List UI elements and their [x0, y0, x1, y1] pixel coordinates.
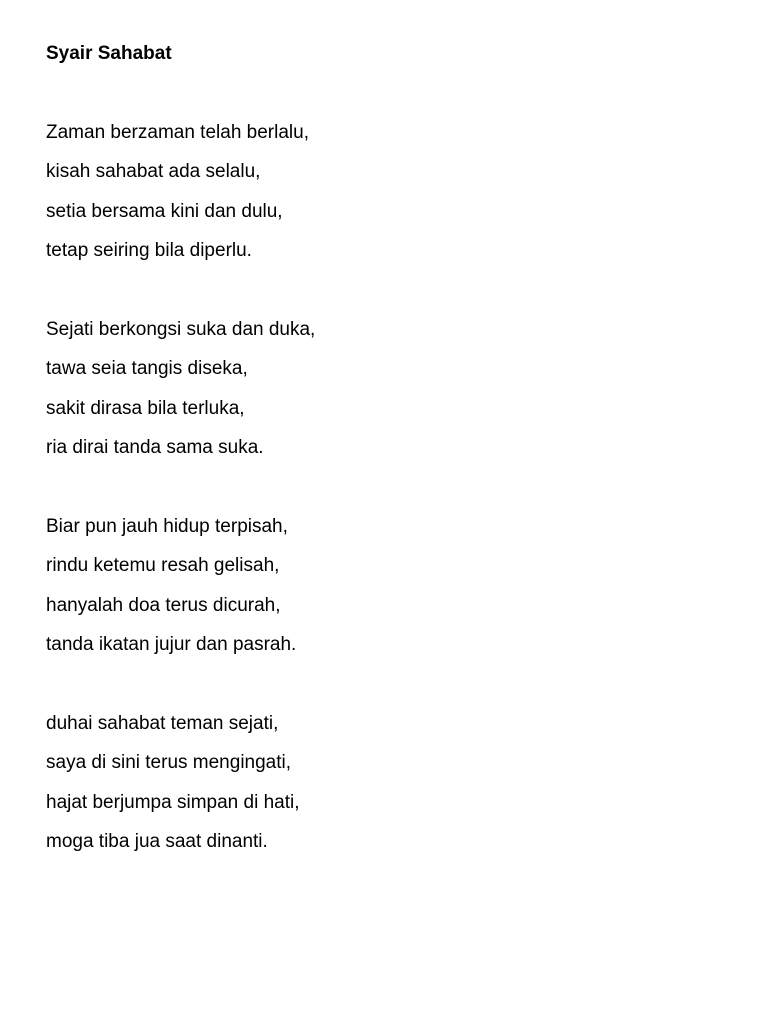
- poem-line: duhai sahabat teman sejati,: [46, 713, 279, 734]
- stanza-1: [46, 113, 309, 271]
- stanza-2: [46, 310, 315, 468]
- poem-line: tetap seiring bila diperlu.: [46, 240, 252, 262]
- poem-line: setia bersama kini dan dulu,: [46, 200, 283, 222]
- poem-line: hanyalah doa terus dicurah,: [46, 594, 281, 616]
- poem-line: tawa seia tangis diseka,: [46, 358, 248, 380]
- poem-line: moga tiba jua saat dinanti.: [46, 831, 268, 853]
- poem-line: Sejati berkongsi suka dan duka,: [46, 319, 316, 340]
- stanza-3: [46, 507, 296, 665]
- poem-line: tanda ikatan jujur dan pasrah.: [46, 634, 297, 656]
- poem-line: Biar pun jauh hidup terpisah,: [46, 516, 288, 537]
- poem-line: kisah sahabat ada selalu,: [46, 161, 261, 183]
- poem-line: saya di sini terus mengingati,: [46, 752, 292, 774]
- poem-line: Zaman berzaman telah berlalu,: [46, 122, 309, 143]
- poem-line: rindu ketemu resah gelisah,: [46, 555, 280, 577]
- poem-line: sakit dirasa bila terluka,: [46, 397, 245, 419]
- poem-line: hajat berjumpa simpan di hati,: [46, 791, 300, 813]
- poem-line: ria dirai tanda sama suka.: [46, 437, 264, 459]
- poem-title: Syair Sahabat: [46, 43, 172, 64]
- stanza-4: [46, 704, 299, 862]
